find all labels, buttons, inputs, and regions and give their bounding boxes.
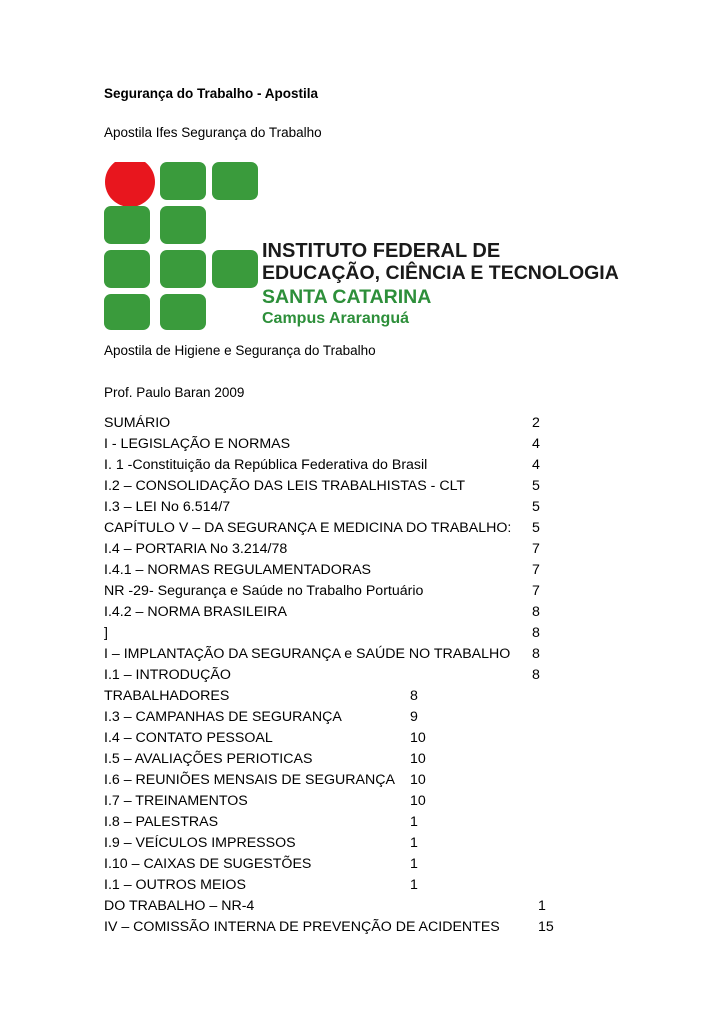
toc-entry-page: 8 — [410, 688, 418, 704]
toc-entry-title: I.6 – REUNIÕES MENSAIS DE SEGURANÇA — [104, 772, 395, 788]
toc-entry-title: I.4.1 – NORMAS REGULAMENTADORAS — [104, 562, 371, 578]
author-line: Prof. Paulo Baran 2009 — [104, 385, 245, 400]
toc-entry-title: NR -29- Segurança e Saúde no Trabalho Portuário — [104, 583, 424, 599]
toc-entry-title: I.10 – CAIXAS DE SUGESTÕES — [104, 856, 312, 872]
logo-line-4: Campus Araranguá — [262, 310, 409, 327]
toc-entry-title: I.1 – OUTROS MEIOS — [104, 877, 246, 893]
toc-entry — [104, 455, 574, 476]
toc-entry — [104, 434, 574, 455]
toc-entry-title: I.4 – PORTARIA No 3.214/78 — [104, 541, 288, 557]
toc-entry — [104, 560, 574, 581]
toc-entry-page: 10 — [410, 772, 426, 788]
toc-entry-page: 1 — [538, 898, 546, 914]
toc-entry-title: SUMÁRIO — [104, 415, 171, 431]
toc-entry-page: 1 — [410, 835, 418, 851]
toc-entry-page: 5 — [532, 520, 540, 536]
toc-entry — [104, 896, 574, 917]
toc-entry — [104, 875, 574, 896]
document-title: Segurança do Trabalho - Apostila — [104, 86, 319, 101]
document-subtitle: Apostila Ifes Segurança do Trabalho — [104, 125, 322, 140]
toc-entry-page: 8 — [532, 604, 540, 620]
toc-entry — [104, 791, 574, 812]
toc-entry-title: DO TRABALHO – NR-4 — [104, 898, 255, 914]
toc-entry-title: I – IMPLANTAÇÃO DA SEGURANÇA e SAÚDE NO TRABALHO — [104, 646, 511, 662]
toc-entry-page: 2 — [532, 415, 540, 431]
toc-entry-page: 10 — [410, 751, 426, 767]
toc-entry — [104, 707, 574, 728]
toc-entry — [104, 770, 574, 791]
toc-entry — [104, 581, 574, 602]
toc-entry — [104, 833, 574, 854]
toc-entry-page: 1 — [410, 856, 418, 872]
toc-entry — [104, 812, 574, 833]
toc-entry — [104, 602, 574, 623]
toc-entry-page: 5 — [532, 499, 540, 515]
course-title: Apostila de Higiene e Segurança do Trabalho — [104, 343, 376, 358]
table-of-contents — [104, 413, 574, 938]
toc-entry-page: 8 — [532, 667, 540, 683]
toc-entry — [104, 539, 574, 560]
toc-entry-page: 8 — [532, 646, 540, 662]
toc-entry — [104, 728, 574, 749]
toc-entry-page: 10 — [410, 793, 426, 809]
toc-entry-title: I.9 – VEÍCULOS IMPRESSOS — [104, 835, 296, 851]
toc-entry-title: I.8 – PALESTRAS — [104, 814, 219, 830]
toc-entry-title: IV – COMISSÃO INTERNA DE PREVENÇÃO DE ACIDENTES — [104, 919, 500, 935]
toc-entry-title: CAPÍTULO V – DA SEGURANÇA E MEDICINA DO TRABALHO: — [104, 520, 512, 536]
toc-entry — [104, 518, 574, 539]
logo-line-3: SANTA CATARINA — [262, 286, 432, 308]
toc-entry-title: I.2 – CONSOLIDAÇÃO DAS LEIS TRABALHISTAS - CLT — [104, 478, 466, 494]
toc-entry — [104, 686, 574, 707]
toc-entry — [104, 917, 574, 938]
toc-entry-page: 7 — [532, 562, 540, 578]
toc-entry-title: I. 1 -Constituição da República Federativa do Brasil — [104, 457, 428, 473]
institute-logo — [104, 162, 624, 330]
toc-entry-title: I.3 – CAMPANHAS DE SEGURANÇA — [104, 709, 342, 725]
toc-entry-title: I.1 – INTRODUÇÃO — [104, 667, 231, 683]
toc-entry — [104, 497, 574, 518]
toc-entry-title: I.4 – CONTATO PESSOAL — [104, 730, 273, 746]
toc-entry-title: I.4.2 – NORMA BRASILEIRA — [104, 604, 287, 620]
toc-entry — [104, 476, 574, 497]
toc-entry-page: 7 — [532, 541, 540, 557]
toc-entry-title: ] — [104, 625, 108, 641]
toc-entry — [104, 623, 574, 644]
toc-entry — [104, 413, 574, 434]
toc-entry-page: 5 — [532, 478, 540, 494]
toc-entry — [104, 854, 574, 875]
toc-entry — [104, 665, 574, 686]
toc-entry-title: I - LEGISLAÇÃO E NORMAS — [104, 436, 291, 452]
toc-entry-page: 9 — [410, 709, 418, 725]
toc-entry-page: 15 — [538, 919, 554, 935]
toc-entry — [104, 749, 574, 770]
toc-entry-page: 1 — [410, 877, 418, 893]
logo-line-2: EDUCAÇÃO, CIÊNCIA E TECNOLOGIA — [262, 262, 619, 284]
toc-entry-title: I.5 – AVALIAÇÕES PERIOTICAS — [104, 751, 313, 767]
logo-red-circle — [105, 162, 155, 207]
toc-entry-page: 7 — [532, 583, 540, 599]
toc-entry-title: I.7 – TREINAMENTOS — [104, 793, 248, 809]
toc-entry-title: TRABALHADORES — [104, 688, 230, 704]
toc-entry-page: 4 — [532, 457, 540, 473]
toc-entry — [104, 644, 574, 665]
toc-entry-page: 1 — [410, 814, 418, 830]
toc-entry-page: 10 — [410, 730, 426, 746]
toc-entry-title: I.3 – LEI No 6.514/7 — [104, 499, 231, 515]
toc-entry-page: 4 — [532, 436, 540, 452]
toc-entry-page: 8 — [532, 625, 540, 641]
logo-line-1: INSTITUTO FEDERAL DE — [262, 240, 501, 262]
